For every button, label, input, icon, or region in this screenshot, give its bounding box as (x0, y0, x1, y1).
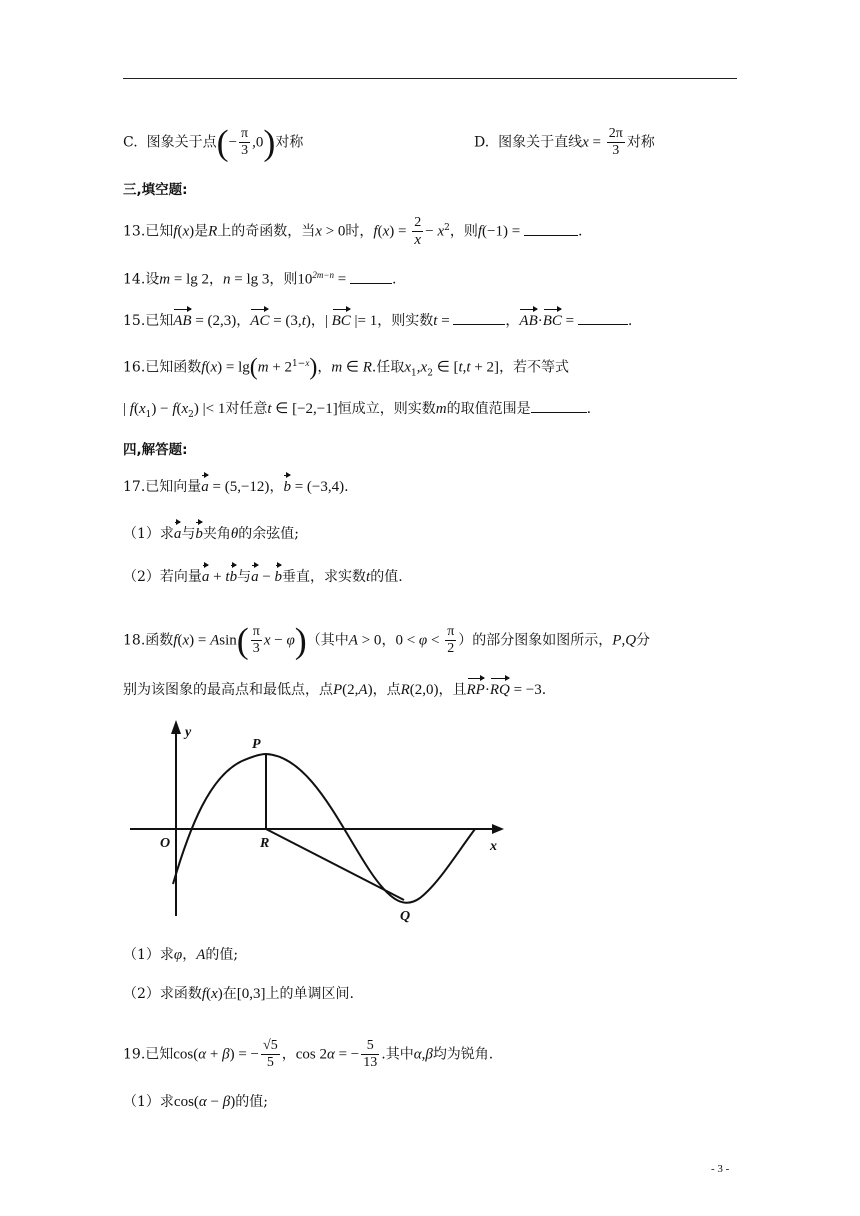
question-16-line-2: | $f(x_1) - f(x_2)$ |< 1对任意t ∈ [−2,−1]恒成立，则实数m的取值范围是 . (123, 398, 591, 425)
question-16-line-1: 16.已知函数$f(x) = \lg(m + 2^{1-x})$，m ∈ R.任取$x_1,x_2$ ∈ [t,t + 2]，若不等式 (123, 354, 570, 381)
sine-graph (130, 716, 510, 932)
fraction: $\frac{5}{13}$ (363, 1038, 378, 1070)
question-13: 13.已知f(x)是R上的奇函数，当x > 0时，f(x) = $\frac{2}{x}$ − $x^2$，则f(−1) = . (123, 215, 583, 248)
question-18-line-1: 18.函数f(x) = Asin( $\frac{\pi}{3}$ x − φ)（其中A > 0，0 < φ < $\frac{\pi}{2}$ ）的部分图象如图所示，P,Q分 (123, 620, 651, 661)
answer-blank (578, 310, 628, 325)
x-axis-arrow (492, 824, 504, 834)
segment-rq (266, 829, 404, 900)
question-19-part-1: （1）求cos(α − β)的值; (123, 1094, 268, 1110)
question-17-part-1: （1）求a与b夹角θ的余弦值; (123, 526, 300, 542)
label-y: y (185, 725, 192, 740)
label-q: Q (400, 909, 411, 924)
page-number: - 3 - (711, 1163, 730, 1175)
header-rule (123, 78, 737, 79)
section-answer-title: 四,解答题: (123, 442, 188, 458)
q12-option-c: C. 图象关于点(− $\frac{\pi}{3}$ ,0)对称 (123, 122, 304, 163)
label-p: P (252, 737, 261, 752)
question-19: 19.已知cos(α + β) = − $\frac{√5}{5}$ ，cos 2α = − $\frac{5}{13}$ .其中α,β均为锐角. (123, 1038, 494, 1070)
y-axis-arrow (171, 720, 181, 734)
question-18-part-1: （1）求φ，A的值; (123, 947, 239, 963)
label-r: R (260, 836, 270, 851)
question-15: 15.已知AB = (2,3)，AC = (3,t)，| BC |= 1，则实数t = ，AB·BC = . (123, 310, 632, 331)
answer-blank (531, 398, 587, 413)
question-18-part-2: （2）求函数f(x)在[0,3]上的单调区间. (123, 986, 354, 1002)
question-14: 14.设m = lg 2，n = lg 3，则$10^{2m-n}$ = . (123, 270, 397, 288)
answer-blank (453, 310, 505, 325)
q12-option-d: D. 图象关于直线x = $\frac{2\pi}{3}$ 对称 (474, 126, 655, 158)
fraction: $\frac{√5}{5}$ (263, 1038, 278, 1070)
label-o: O (160, 836, 171, 851)
question-17: 17.已知向量a = (5,−12)，b = (−3,4). (123, 479, 349, 495)
fraction: $\frac{2\pi}{3}$ (608, 126, 623, 158)
fraction: $\frac{\pi}{2}$ (447, 624, 455, 656)
answer-blank (524, 221, 578, 236)
question-17-part-2: （2）若向量a + tb与a − b垂直，求实数t的值. (123, 569, 403, 585)
section-fill-in-title: 三,填空题: (123, 182, 188, 198)
fraction: $\frac{\pi}{3}$ (252, 624, 260, 656)
answer-blank (350, 269, 392, 284)
fraction: $\frac{2}{x}$ (414, 215, 422, 248)
label-x: x (490, 839, 497, 854)
fraction: $\frac{\pi}{3}$ (241, 126, 249, 158)
question-18-line-2: 别为该图象的最高点和最低点，点P(2,A)，点R(2,0)，且RP·RQ = −3. (123, 682, 547, 698)
